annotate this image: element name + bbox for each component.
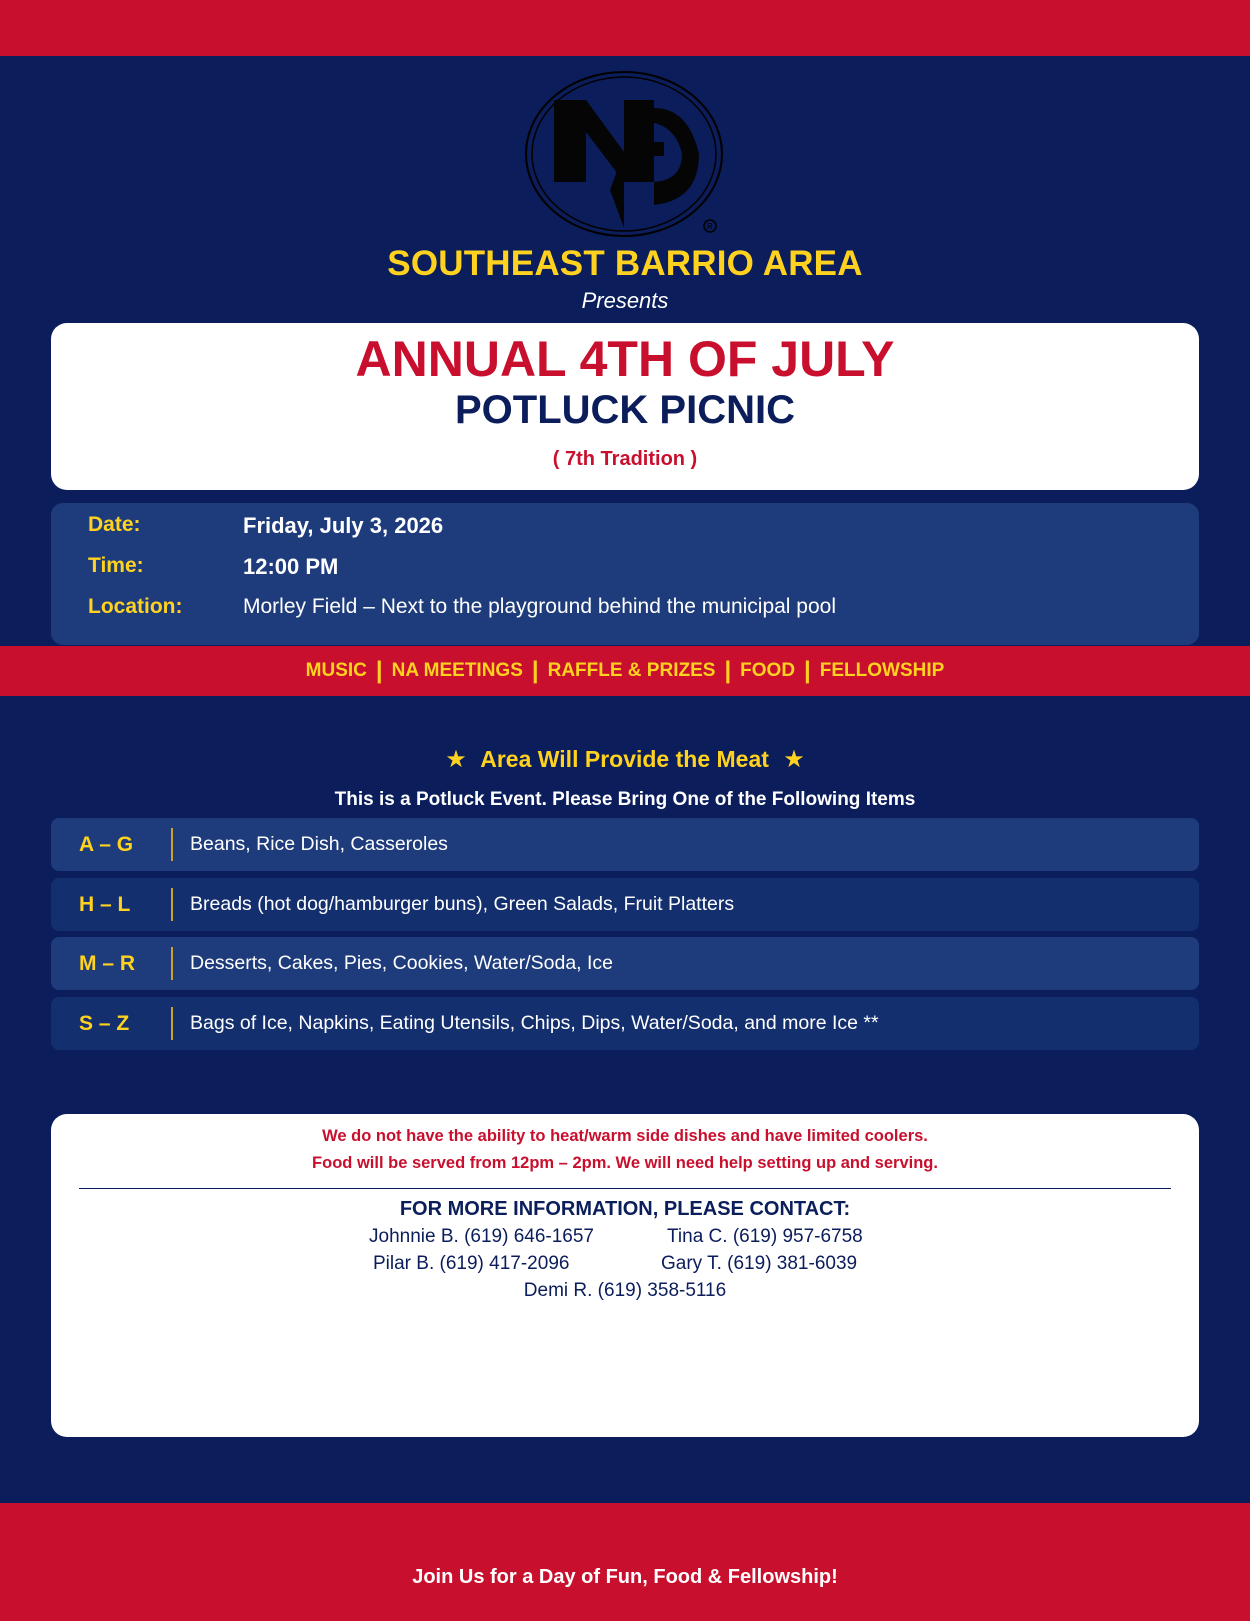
- food-items: Breads (hot dog/hamburger buns), Green Salads, Fruit Platters: [190, 893, 735, 915]
- top-red-band: [0, 0, 1250, 56]
- row-divider: [171, 828, 173, 861]
- location-label: Location:: [88, 595, 183, 618]
- date-row: [88, 513, 1188, 543]
- notice-line-1: We do not have the ability to heat/warm side dishes and have limited coolers.: [322, 1127, 928, 1145]
- contact-person: Demi R. (619) 358-5116: [523, 1280, 727, 1301]
- contact-heading: FOR MORE INFORMATION, PLEASE CONTACT:: [399, 1198, 851, 1220]
- row-divider: [171, 1007, 173, 1040]
- presents-text: Presents: [581, 288, 669, 313]
- meat-announcement: [0, 745, 1250, 774]
- star-icon: ★: [445, 746, 467, 773]
- food-assignment-row: [51, 937, 1199, 990]
- time-value: 12:00 PM: [243, 554, 339, 579]
- divider-line: [79, 1188, 1171, 1189]
- event-title: ANNUAL 4TH OF JULY: [355, 331, 895, 387]
- letter-range: A – G: [79, 833, 134, 856]
- feature-separator: |: [724, 657, 732, 684]
- footer-tagline: Join Us for a Day of Fun, Food & Fellowship!: [412, 1566, 838, 1588]
- feature-item: NA MEETINGS: [391, 660, 523, 681]
- svg-text:R: R: [707, 222, 713, 231]
- row-divider: [171, 888, 173, 921]
- feature-item: MUSIC: [305, 660, 367, 681]
- event-subtitle: POTLUCK PICNIC: [455, 388, 795, 432]
- food-items: Bags of Ice, Napkins, Eating Utensils, Chips, Dips, Water/Soda, and more Ice **: [190, 1012, 879, 1034]
- date-value: Friday, July 3, 2026: [243, 513, 444, 538]
- feature-item: FELLOWSHIP: [819, 660, 945, 681]
- potluck-instruction: This is a Potluck Event. Please Bring One of the Following Items: [334, 789, 916, 810]
- feature-separator: |: [531, 657, 539, 684]
- date-label: Date:: [88, 513, 141, 536]
- letter-range: M – R: [79, 952, 136, 975]
- features-band: [0, 646, 1250, 696]
- food-assignment-row: [51, 818, 1199, 871]
- location-value: Morley Field – Next to the playground behind the municipal pool: [243, 595, 837, 618]
- location-row: [88, 595, 1188, 625]
- food-assignment-row: [51, 878, 1199, 931]
- event-details-card: [51, 503, 1199, 645]
- contact-person: Johnnie B. (619) 646-1657: [369, 1226, 594, 1247]
- star-icon: ★: [783, 746, 805, 773]
- row-divider: [171, 947, 173, 980]
- letter-range: S – Z: [79, 1012, 130, 1035]
- food-items: Beans, Rice Dish, Casseroles: [190, 833, 448, 855]
- feature-item: FOOD: [740, 660, 796, 681]
- feature-separator: |: [375, 657, 383, 684]
- na-logo-icon: [524, 70, 724, 238]
- meat-text: Area Will Provide the Meat: [480, 746, 769, 772]
- feature-item: RAFFLE & PRIZES: [547, 660, 716, 681]
- info-card: [51, 1114, 1199, 1437]
- event-title-card: [51, 323, 1199, 490]
- organization-title: SOUTHEAST BARRIO AREA: [387, 244, 863, 283]
- time-label: Time:: [88, 554, 144, 577]
- time-row: [88, 554, 1188, 584]
- contact-person: Gary T. (619) 381-6039: [661, 1253, 858, 1274]
- letter-range: H – L: [79, 893, 131, 916]
- contact-person: Pilar B. (619) 417-2096: [373, 1253, 570, 1274]
- contact-person: Tina C. (619) 957-6758: [667, 1226, 863, 1247]
- food-assignment-row: [51, 997, 1199, 1050]
- feature-separator: |: [804, 657, 811, 684]
- notice-line-2: Food will be served from 12pm – 2pm. We will need help setting up and serving.: [312, 1154, 938, 1172]
- event-note: ( 7th Tradition ): [552, 448, 698, 470]
- bottom-red-band: [0, 1503, 1250, 1621]
- food-items: Desserts, Cakes, Pies, Cookies, Water/Soda, Ice: [190, 952, 614, 974]
